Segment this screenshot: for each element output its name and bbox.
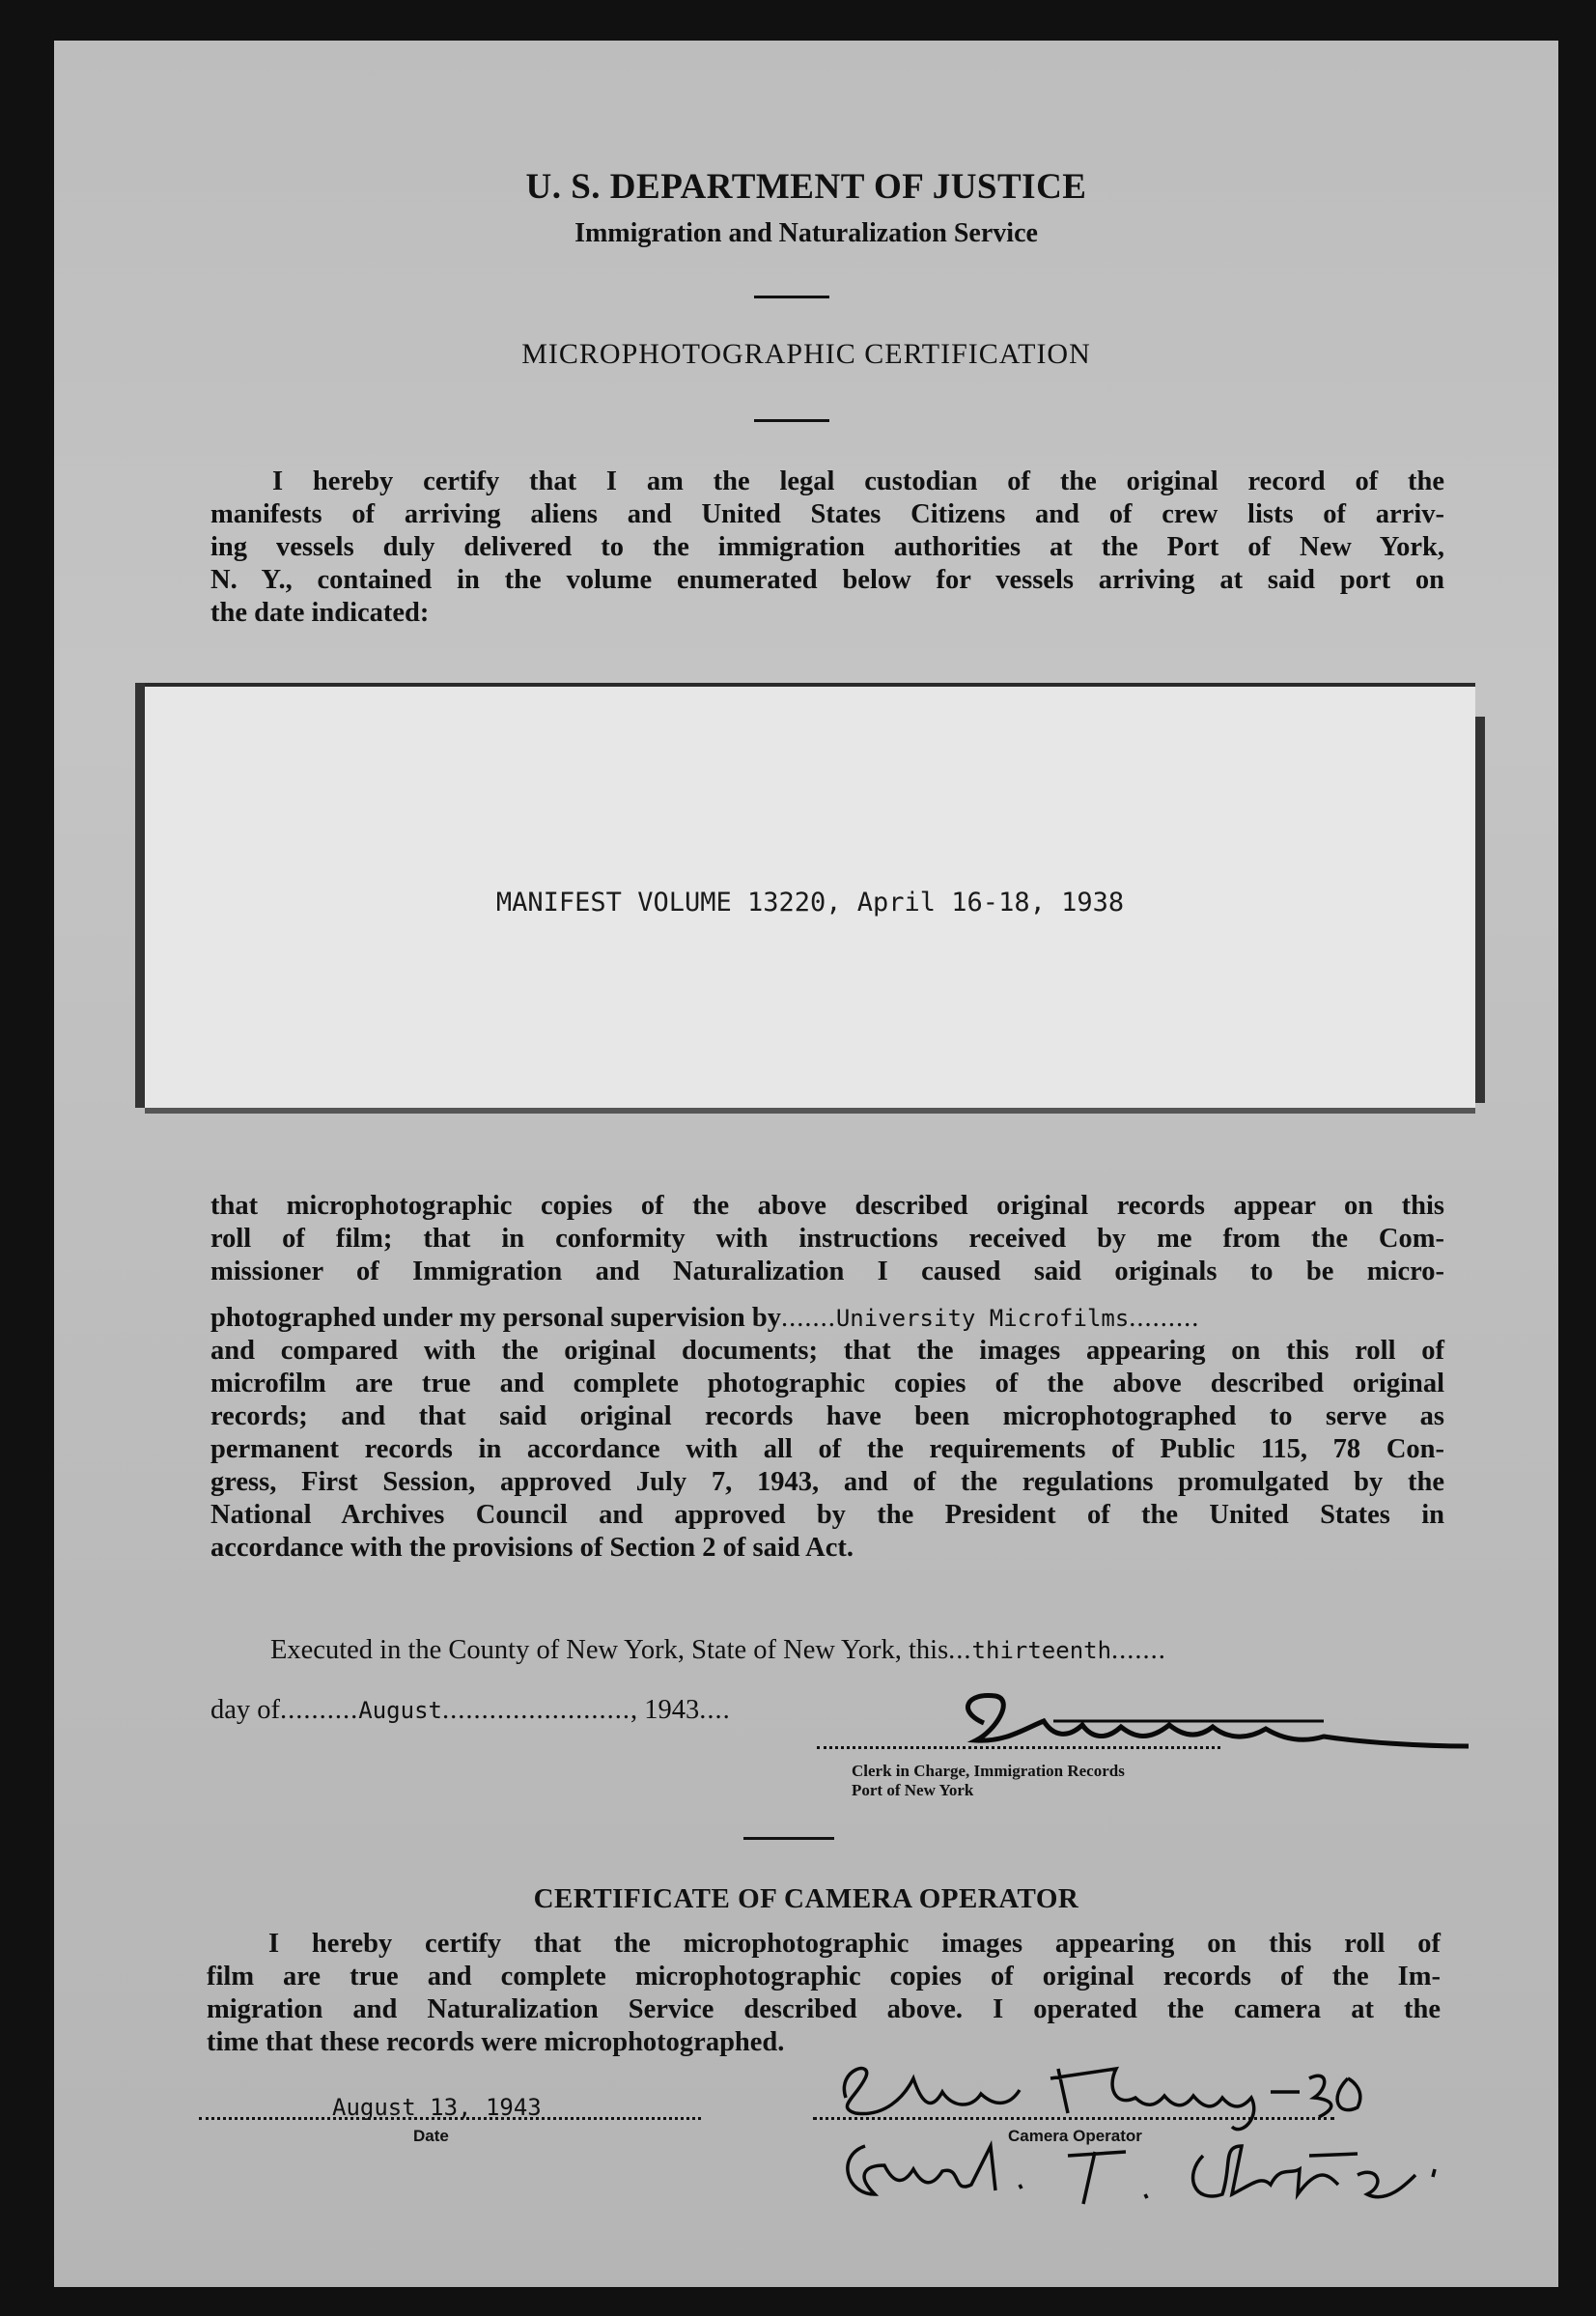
text-line: N. Y., contained in the volume enumerated below for vessels arriving at said port on bbox=[210, 565, 1444, 595]
dotted-leader: ........................ bbox=[441, 1695, 630, 1725]
text-line: permanent records in accordance with all of the requirements of Public 115, 78 Con- bbox=[210, 1434, 1444, 1464]
execution-month: August bbox=[358, 1697, 442, 1724]
dotted-leader: ... bbox=[948, 1635, 972, 1665]
text-line: the date indicated: bbox=[210, 598, 430, 628]
certification-paragraph bbox=[210, 466, 1444, 630]
text-line: time that these records were microphotographed. bbox=[207, 2027, 785, 2057]
camera-paragraph bbox=[207, 1928, 1441, 2059]
day-of-label: day of bbox=[210, 1695, 281, 1725]
text-line: records; and that said original records have been microphotographed to serve as bbox=[210, 1401, 1444, 1431]
divider bbox=[754, 296, 829, 298]
text-line: manifests of arriving aliens and United States Citizens and of crew lists of arriv- bbox=[210, 499, 1444, 529]
certificate-page bbox=[54, 41, 1558, 2287]
execution-prefix: Executed in the County of New York, State of New York, this bbox=[270, 1635, 949, 1665]
clerk-title-line: Clerk in Charge, Immigration Records bbox=[852, 1762, 1125, 1780]
text-line: National Archives Council and approved by the President of the United States in bbox=[210, 1500, 1444, 1530]
supervision-line bbox=[210, 1302, 1444, 1335]
camera-certificate-title: CERTIFICATE OF CAMERA OPERATOR bbox=[533, 1883, 1079, 1914]
text-line: I hereby certify that the microphotographic images appearing on this roll of bbox=[268, 1929, 1441, 1959]
operator-signature bbox=[826, 2049, 1425, 2136]
camera-operator-label: Camera Operator bbox=[1008, 2127, 1142, 2145]
text-line: accordance with the provisions of Section 2 of said Act. bbox=[210, 1533, 854, 1563]
text-line: ing vessels duly delivered to the immigration authorities at the Port of New York, bbox=[210, 532, 1444, 562]
divider bbox=[754, 419, 829, 422]
text-line: missioner of Immigration and Naturalization I caused said originals to be micro- bbox=[210, 1257, 1444, 1286]
supervision-prefix: photographed under my personal supervision by bbox=[210, 1303, 781, 1333]
dotted-leader: ....... bbox=[780, 1303, 836, 1333]
dotted-leader: .... bbox=[699, 1695, 731, 1725]
clerk-signature bbox=[938, 1682, 1478, 1760]
divider bbox=[743, 1837, 834, 1840]
volume-strip bbox=[145, 683, 1475, 1108]
text-line: roll of film; that in conformity with instructions received by me from the Com- bbox=[210, 1224, 1444, 1254]
text-line: I hereby certify that I am the legal custodian of the original record of the bbox=[272, 466, 1444, 496]
text-line: that microphotographic copies of the above described original records appear on this bbox=[210, 1191, 1444, 1221]
text-line: and compared with the original documents; that the images appearing on this roll of bbox=[210, 1336, 1444, 1366]
service-subheading: Immigration and Naturalization Service bbox=[574, 218, 1038, 248]
dotted-leader: ......... bbox=[1129, 1303, 1200, 1333]
text-line: gress, First Session, approved July 7, 1943, and of the regulations promulgated by the bbox=[210, 1467, 1444, 1497]
text-line: film are true and complete microphotographic copies of original records of the Im- bbox=[207, 1962, 1441, 1991]
second-signature bbox=[836, 2127, 1454, 2233]
date-line bbox=[199, 2117, 701, 2120]
text-line: migration and Naturalization Service described above. I operated the camera at the bbox=[207, 1994, 1441, 2024]
certification-title: MICROPHOTOGRAPHIC CERTIFICATION bbox=[521, 338, 1091, 370]
execution-line bbox=[270, 1634, 1448, 1667]
dotted-leader: ....... bbox=[1111, 1635, 1166, 1665]
dotted-leader: .......... bbox=[280, 1695, 359, 1725]
execution-year: , 1943 bbox=[630, 1695, 700, 1725]
date-label: Date bbox=[413, 2127, 449, 2145]
clerk-title bbox=[852, 1762, 1125, 1800]
manifest-volume-text: MANIFEST VOLUME 13220, April 16-18, 1938 bbox=[495, 888, 1125, 918]
camera-date-value: August 13, 1943 bbox=[332, 2094, 542, 2121]
department-heading: U. S. DEPARTMENT OF JUSTICE bbox=[525, 167, 1087, 207]
execution-day: thirteenth bbox=[971, 1637, 1112, 1664]
text-line: microfilm are true and complete photographic copies of the above described original bbox=[210, 1369, 1444, 1398]
clerk-title-line: Port of New York bbox=[852, 1781, 974, 1799]
supervision-value: University Microfilms bbox=[835, 1305, 1130, 1332]
body-paragraph bbox=[210, 1190, 1444, 1565]
